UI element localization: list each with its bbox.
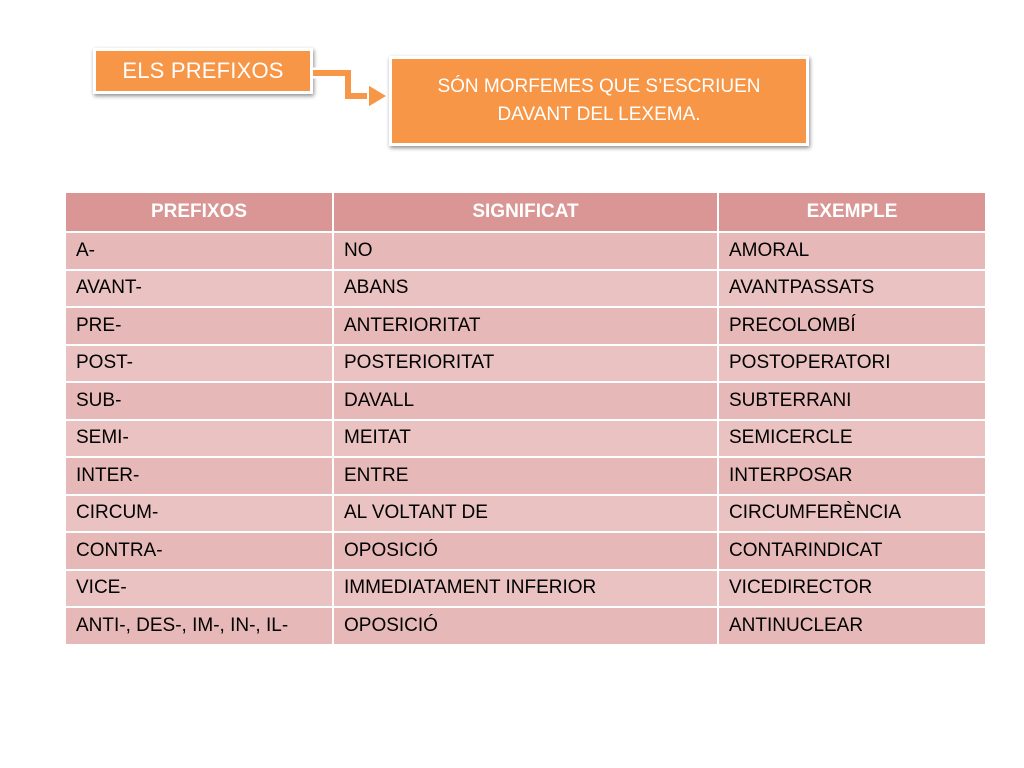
cell-meaning: AL VOLTANT DE — [333, 495, 718, 533]
cell-prefix: AVANT- — [65, 270, 333, 308]
cell-example: AVANTPASSATS — [718, 270, 986, 308]
cell-meaning: ENTRE — [333, 457, 718, 495]
cell-prefix: ANTI-, DES-, IM-, IN-, IL- — [65, 607, 333, 645]
cell-example: POSTOPERATORI — [718, 345, 986, 383]
cell-prefix: A- — [65, 232, 333, 270]
cell-prefix: INTER- — [65, 457, 333, 495]
cell-prefix: PRE- — [65, 307, 333, 345]
cell-meaning: MEITAT — [333, 420, 718, 458]
cell-example: SUBTERRANI — [718, 382, 986, 420]
definition-line-1: SÓN MORFEMES QUE S’ESCRIUEN — [437, 76, 761, 97]
cell-meaning: ABANS — [333, 270, 718, 308]
cell-meaning: POSTERIORITAT — [333, 345, 718, 383]
cell-example: SEMICERCLE — [718, 420, 986, 458]
cell-example: PRECOLOMBÍ — [718, 307, 986, 345]
cell-prefix: SEMI- — [65, 420, 333, 458]
cell-example: VICEDIRECTOR — [718, 570, 986, 608]
cell-meaning: NO — [333, 232, 718, 270]
cell-example: AMORAL — [718, 232, 986, 270]
header-exemple: EXEMPLE — [718, 192, 986, 232]
table-row — [65, 457, 986, 495]
title-label: ELS PREFIXOS — [122, 58, 284, 83]
header-prefixos: PREFIXOS — [65, 192, 333, 232]
table-row — [65, 532, 986, 570]
table-row — [65, 420, 986, 458]
table-row — [65, 495, 986, 533]
elbow-arrow-icon — [310, 60, 392, 110]
cell-meaning: OPOSICIÓ — [333, 532, 718, 570]
cell-prefix: CONTRA- — [65, 532, 333, 570]
cell-example: INTERPOSAR — [718, 457, 986, 495]
cell-prefix: SUB- — [65, 382, 333, 420]
table-row — [65, 607, 986, 645]
header-significat: SIGNIFICAT — [333, 192, 718, 232]
table-row — [65, 232, 986, 270]
cell-prefix: POST- — [65, 345, 333, 383]
cell-example: CONTARINDICAT — [718, 532, 986, 570]
cell-prefix: VICE- — [65, 570, 333, 608]
title-box — [93, 48, 313, 94]
table-header-row — [65, 192, 986, 232]
cell-prefix: CIRCUM- — [65, 495, 333, 533]
cell-meaning: DAVALL — [333, 382, 718, 420]
table-row — [65, 270, 986, 308]
definition-line-2: DAVANT DEL LEXEMA. — [497, 104, 701, 125]
cell-meaning: IMMEDIATAMENT INFERIOR — [333, 570, 718, 608]
prefix-table — [64, 191, 987, 646]
cell-meaning: ANTERIORITAT — [333, 307, 718, 345]
cell-example: ANTINUCLEAR — [718, 607, 986, 645]
table-row — [65, 382, 986, 420]
definition-box — [389, 56, 809, 146]
table-row — [65, 307, 986, 345]
table-row — [65, 345, 986, 383]
cell-meaning: OPOSICIÓ — [333, 607, 718, 645]
table-row — [65, 570, 986, 608]
cell-example: CIRCUMFERÈNCIA — [718, 495, 986, 533]
